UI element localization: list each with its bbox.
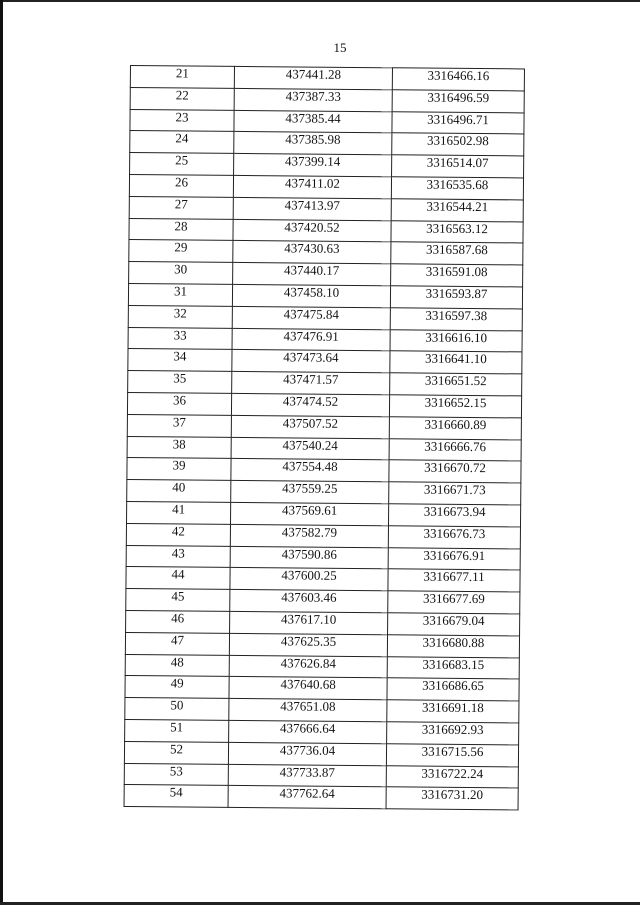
x-coordinate-cell: 437385.44 xyxy=(234,110,392,133)
point-number-cell: 51 xyxy=(125,719,229,742)
y-coordinate-cell: 3316692.93 xyxy=(387,722,519,745)
point-number-cell: 33 xyxy=(128,327,232,350)
point-number-cell: 38 xyxy=(127,436,231,459)
y-coordinate-cell: 3316651.52 xyxy=(390,373,522,396)
y-coordinate-cell: 3316676.91 xyxy=(388,547,520,570)
x-coordinate-cell: 437736.04 xyxy=(228,742,386,765)
x-coordinate-cell: 437569.61 xyxy=(230,502,388,525)
point-number-cell: 54 xyxy=(124,785,228,808)
point-number-cell: 29 xyxy=(129,240,233,263)
point-number-cell: 47 xyxy=(125,632,229,655)
x-coordinate-cell: 437473.64 xyxy=(232,350,390,373)
point-number-cell: 45 xyxy=(126,589,230,612)
x-coordinate-cell: 437471.57 xyxy=(232,372,390,395)
x-coordinate-cell: 437399.14 xyxy=(234,154,392,177)
y-coordinate-cell: 3316587.68 xyxy=(391,242,523,265)
point-number-cell: 31 xyxy=(128,283,232,306)
y-coordinate-cell: 3316679.04 xyxy=(388,613,520,636)
y-coordinate-cell: 3316673.94 xyxy=(388,504,520,527)
x-coordinate-cell: 437590.86 xyxy=(230,546,388,569)
point-number-cell: 25 xyxy=(130,153,234,176)
x-coordinate-cell: 437387.33 xyxy=(234,88,392,111)
point-number-cell: 34 xyxy=(128,349,232,372)
y-coordinate-cell: 3316677.69 xyxy=(388,591,520,614)
y-coordinate-cell: 3316641.10 xyxy=(390,351,522,374)
x-coordinate-cell: 437625.35 xyxy=(229,633,387,656)
point-number-cell: 27 xyxy=(129,196,233,219)
y-coordinate-cell: 3316677.11 xyxy=(388,569,520,592)
point-number-cell: 32 xyxy=(128,305,232,328)
x-coordinate-cell: 437385.98 xyxy=(234,132,392,155)
y-coordinate-cell: 3316591.08 xyxy=(391,264,523,287)
y-coordinate-cell: 3316660.89 xyxy=(389,417,521,440)
point-number-cell: 35 xyxy=(128,371,232,394)
point-number-cell: 37 xyxy=(127,414,231,437)
x-coordinate-cell: 437762.64 xyxy=(228,786,386,809)
point-number-cell: 24 xyxy=(130,131,234,154)
point-number-cell: 53 xyxy=(124,763,228,786)
y-coordinate-cell: 3316676.73 xyxy=(388,526,520,549)
y-coordinate-cell: 3316666.76 xyxy=(389,438,521,461)
point-number-cell: 48 xyxy=(125,654,229,677)
point-number-cell: 23 xyxy=(130,109,234,132)
x-coordinate-cell: 437411.02 xyxy=(233,175,391,198)
x-coordinate-cell: 437554.48 xyxy=(231,459,389,482)
y-coordinate-cell: 3316593.87 xyxy=(390,286,522,309)
x-coordinate-cell: 437603.46 xyxy=(230,590,388,613)
x-coordinate-cell: 437617.10 xyxy=(230,611,388,634)
point-number-cell: 46 xyxy=(126,610,230,633)
y-coordinate-cell: 3316715.56 xyxy=(386,743,518,766)
y-coordinate-cell: 3316731.20 xyxy=(386,787,518,810)
point-number-cell: 49 xyxy=(125,676,229,699)
x-coordinate-cell: 437440.17 xyxy=(233,263,391,286)
x-coordinate-cell: 437582.79 xyxy=(230,524,388,547)
y-coordinate-cell: 3316514.07 xyxy=(392,155,524,178)
coordinates-table xyxy=(124,65,525,811)
scan-edge-left xyxy=(0,0,3,905)
point-number-cell: 21 xyxy=(130,66,234,89)
y-coordinate-cell: 3316535.68 xyxy=(391,177,523,200)
y-coordinate-cell: 3316502.98 xyxy=(392,133,524,156)
x-coordinate-cell: 437458.10 xyxy=(232,284,390,307)
y-coordinate-cell: 3316691.18 xyxy=(387,700,519,723)
point-number-cell: 43 xyxy=(126,545,230,568)
y-coordinate-cell: 3316686.65 xyxy=(387,678,519,701)
y-coordinate-cell: 3316496.59 xyxy=(392,90,524,113)
point-number-cell: 41 xyxy=(127,501,231,524)
point-number-cell: 28 xyxy=(129,218,233,241)
y-coordinate-cell: 3316670.72 xyxy=(389,460,521,483)
y-coordinate-cell: 3316722.24 xyxy=(386,765,518,788)
x-coordinate-cell: 437474.52 xyxy=(231,393,389,416)
page-number: 15 xyxy=(333,40,347,55)
x-coordinate-cell: 437640.68 xyxy=(229,677,387,700)
x-coordinate-cell: 437507.52 xyxy=(231,415,389,438)
y-coordinate-cell: 3316466.16 xyxy=(392,68,524,91)
x-coordinate-cell: 437651.08 xyxy=(229,698,387,721)
table-row xyxy=(124,785,518,810)
y-coordinate-cell: 3316544.21 xyxy=(391,199,523,222)
x-coordinate-cell: 437420.52 xyxy=(233,219,391,242)
y-coordinate-cell: 3316671.73 xyxy=(389,482,521,505)
y-coordinate-cell: 3316680.88 xyxy=(387,634,519,657)
x-coordinate-cell: 437626.84 xyxy=(229,655,387,678)
point-number-cell: 42 xyxy=(126,523,230,546)
point-number-cell: 30 xyxy=(129,262,233,285)
x-coordinate-cell: 437559.25 xyxy=(231,481,389,504)
point-number-cell: 22 xyxy=(130,87,234,110)
x-coordinate-cell: 437413.97 xyxy=(233,197,391,220)
point-number-cell: 52 xyxy=(124,741,228,764)
y-coordinate-cell: 3316652.15 xyxy=(389,395,521,418)
point-number-cell: 36 xyxy=(127,392,231,415)
x-coordinate-cell: 437540.24 xyxy=(231,437,389,460)
x-coordinate-cell: 437430.63 xyxy=(233,241,391,264)
point-number-cell: 44 xyxy=(126,567,230,590)
point-number-cell: 39 xyxy=(127,458,231,481)
x-coordinate-cell: 437733.87 xyxy=(228,764,386,787)
x-coordinate-cell: 437475.84 xyxy=(232,306,390,329)
coordinates-table-body xyxy=(124,66,524,811)
y-coordinate-cell: 3316563.12 xyxy=(391,220,523,243)
x-coordinate-cell: 437666.64 xyxy=(229,720,387,743)
x-coordinate-cell: 437476.91 xyxy=(232,328,390,351)
x-coordinate-cell: 437441.28 xyxy=(234,66,392,89)
point-number-cell: 26 xyxy=(129,174,233,197)
x-coordinate-cell: 437600.25 xyxy=(230,568,388,591)
y-coordinate-cell: 3316683.15 xyxy=(387,656,519,679)
y-coordinate-cell: 3316597.38 xyxy=(390,308,522,331)
y-coordinate-cell: 3316496.71 xyxy=(392,111,524,134)
point-number-cell: 50 xyxy=(125,698,229,721)
point-number-cell: 40 xyxy=(127,480,231,503)
y-coordinate-cell: 3316616.10 xyxy=(390,329,522,352)
scan-edge-top xyxy=(0,0,640,2)
